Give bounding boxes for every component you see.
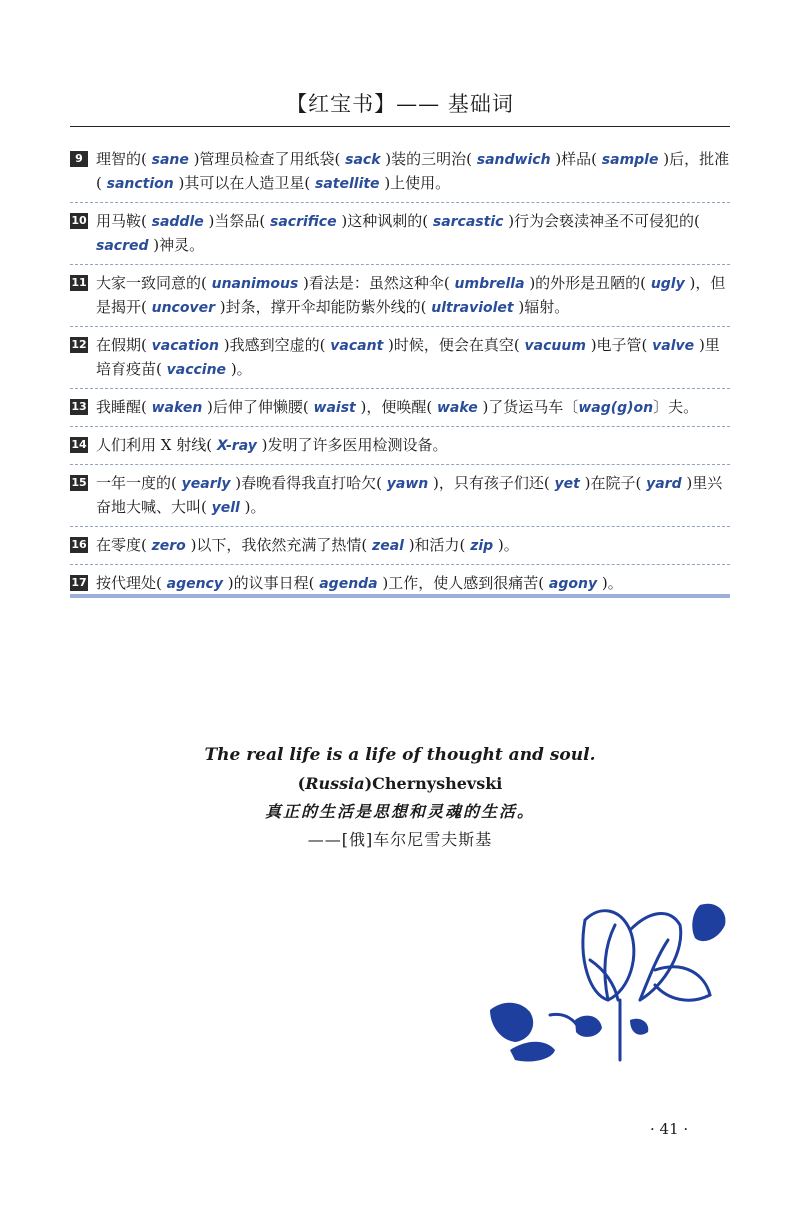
chinese-text: )工作，使人感到很痛苦( [377,574,549,592]
english-word: agenda [319,576,378,592]
item-number: 9 [70,151,88,167]
english-word: wag(g)on [578,400,654,416]
chinese-text: )后，批准( [96,150,730,192]
item-number: 11 [71,276,87,289]
chinese-text: )管理员检查了用纸袋( [188,150,346,168]
english-word: waken [151,400,203,416]
item-number: 12 [71,338,87,351]
chinese-text: )，便唤醒( [355,398,437,416]
english-word: sack [345,152,381,168]
chinese-text: )我感到空虚的( [219,336,331,354]
item-number: 16 [71,538,87,551]
chinese-text: )里兴奋地大喊、大叫( [96,474,723,516]
quote-block [150,740,650,854]
quote-chinese: 真正的生活是思想和灵魂的生活。 [264,802,535,821]
list-item [70,434,730,465]
english-word: yearly [181,476,231,492]
english-word: ugly [650,276,685,292]
chinese-text: )。 [493,536,519,554]
chinese-text: )其可以在人造卫星( [173,174,315,192]
chinese-text: )，只有孩子们还( [428,474,555,492]
chinese-text: )样品( [550,150,602,168]
english-word: agency [166,576,223,592]
english-word: zip [470,538,494,554]
english-word: sanction [106,176,174,192]
chinese-text: )，但是揭开( [96,274,726,316]
chinese-text: )电子管( [585,336,653,354]
list-item [70,334,730,389]
chinese-text: )装的三明治( [380,150,477,168]
english-word: unanimous [211,276,299,292]
english-word: zeal [372,538,404,554]
chinese-text: 我睡醒( [96,398,152,416]
english-word: vacuum [524,338,586,354]
chinese-text: 一年一度的( [96,474,182,492]
english-word: sample [601,152,659,168]
item-number: 15 [71,476,87,489]
english-word: sane [151,152,189,168]
chinese-text: )封条，撑开伞却能防紫外线的( [215,298,432,316]
english-word: zero [151,538,186,554]
english-word: yard [646,476,682,492]
chinese-text: )的外形是丑陋的( [524,274,651,292]
chinese-text: )里培育疫苗( [96,336,720,378]
chinese-text: )了货运马车〔 [477,398,579,416]
chinese-text: 大家一致同意的( [96,274,212,292]
item-number: 10 [71,214,87,227]
english-word: saddle [151,214,204,230]
english-word: sarcastic [432,214,504,230]
chinese-text: )上使用。 [379,174,451,192]
list-item [70,396,730,427]
list-item [70,534,730,565]
english-word: umbrella [454,276,525,292]
chinese-text: 理智的( [96,150,152,168]
chinese-text: )看法是：虽然这种伞( [298,274,455,292]
english-word: yet [554,476,580,492]
chinese-text: 用马鞍( [96,212,152,230]
english-word: vaccine [166,362,227,378]
chinese-text: )这种讽刺的( [336,212,433,230]
page-header [70,88,730,128]
item-number: 17 [71,576,87,589]
section-end-bar [70,594,730,598]
english-word: wake [437,400,478,416]
chinese-text: )。 [239,498,266,516]
chinese-text: )春晚看得我直打哈欠( [230,474,387,492]
chinese-text: )当祭品( [203,212,270,230]
chinese-text: )辐射。 [513,298,570,316]
lotus-illustration [490,900,730,1065]
header-title: 【红宝书】—— 基础词 [286,92,514,116]
author-name: Chernyshevski [372,774,503,793]
english-word: vacant [330,338,384,354]
list-item [70,272,730,327]
list-item [70,210,730,265]
quote-author: (Russia)Chernyshevski [297,774,503,793]
quote-source: ——[俄]车尔尼雪夫斯基 [307,830,493,849]
item-number: 14 [71,438,87,451]
english-word: sandwich [476,152,551,168]
header-rule [70,126,730,127]
chinese-text: )行为会亵渎神圣不可侵犯的( [503,212,700,230]
chinese-text: )神灵。 [148,236,205,254]
page-number: · 41 · [650,1120,689,1138]
chinese-text: 〕夫。 [653,398,699,416]
chinese-text: )的议事日程( [222,574,320,592]
author-country: Russia [305,774,365,793]
chinese-text: )发明了许多医用检测设备。 [256,436,448,454]
english-word: sacrifice [270,214,337,230]
chinese-text: )以下，我依然充满了热情( [185,536,373,554]
chinese-text: )。 [597,574,623,592]
chinese-text: 人们利用 X 射线( [96,436,217,454]
english-word: uncover [151,300,216,316]
vocabulary-list [70,148,730,609]
item-number: 13 [71,400,87,413]
english-word: waist [313,400,356,416]
list-item [70,472,730,527]
english-word: valve [652,338,695,354]
english-word: satellite [315,176,380,192]
english-word: yawn [386,476,429,492]
english-word: agony [548,576,598,592]
english-word: ultraviolet [431,300,514,316]
list-item [70,148,730,203]
chinese-text: )时候，便会在真空( [383,336,525,354]
chinese-text: 在假期( [96,336,152,354]
chinese-text: 按代理处( [96,574,167,592]
english-word: sacred [96,238,149,254]
english-word: yell [211,500,240,516]
chinese-text: )在院子( [579,474,647,492]
chinese-text: )和活力( [403,536,471,554]
chinese-text: )后伸了伸懒腰( [202,398,314,416]
chinese-text: 在零度( [96,536,152,554]
quote-english: The real life is a life of thought and soul. [204,745,596,765]
english-word: vacation [151,338,220,354]
chinese-text: )。 [226,360,252,378]
english-word: X-ray [216,438,257,454]
